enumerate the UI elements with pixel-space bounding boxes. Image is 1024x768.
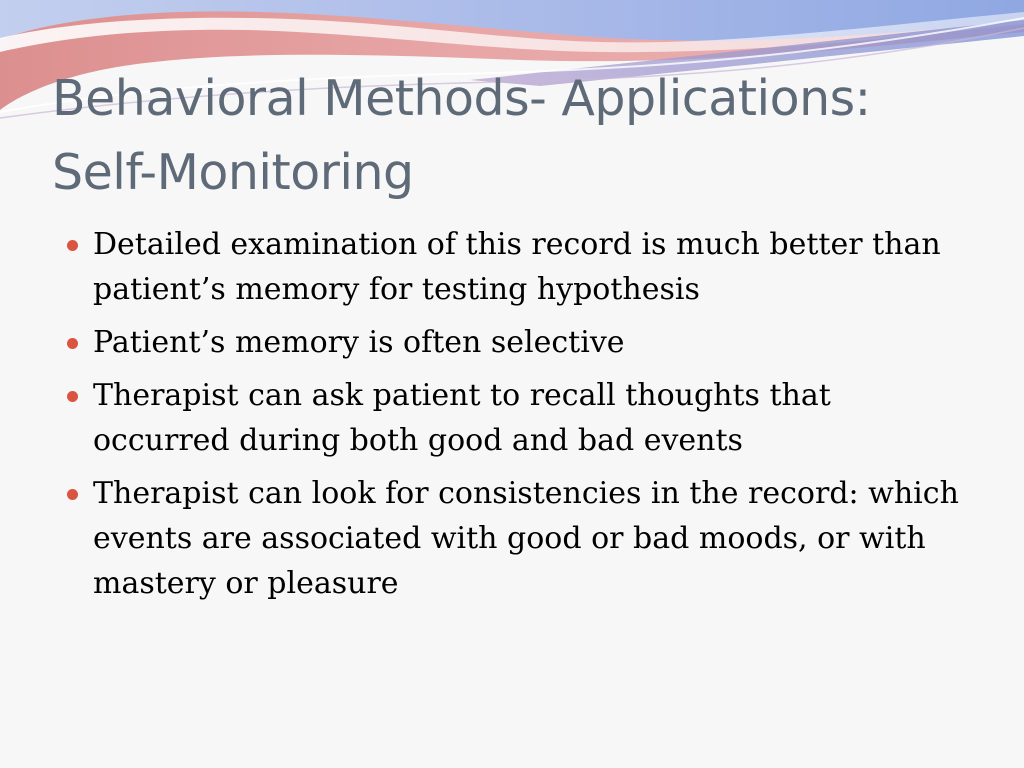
slide-title	[52, 62, 992, 210]
bullet-dot-icon	[67, 240, 78, 251]
bullet-dot-icon	[67, 338, 78, 349]
bullet-item	[64, 222, 964, 312]
bullet-dot-icon	[67, 489, 78, 500]
slide-title-line-1: Behavioral Methods- Applications:	[52, 70, 871, 127]
bullet-text: Detailed examination of this record is much better than patient’s memory for testing hypothesis	[93, 227, 941, 307]
bullet-dot-icon	[67, 391, 78, 402]
bullet-item	[64, 471, 964, 606]
bullet-item	[64, 373, 964, 463]
bullet-text: Therapist can look for consistencies in the record: which events are associated with good or bad moods, or with mastery or pleasure	[93, 476, 959, 601]
bullet-list	[64, 222, 964, 614]
bullet-item	[64, 320, 964, 365]
slide-title-line-2: Self-Monitoring	[52, 144, 414, 201]
bullet-text: Therapist can ask patient to recall thoughts that occurred during both good and bad events	[93, 378, 831, 458]
bullet-text: Patient’s memory is often selective	[93, 325, 625, 360]
